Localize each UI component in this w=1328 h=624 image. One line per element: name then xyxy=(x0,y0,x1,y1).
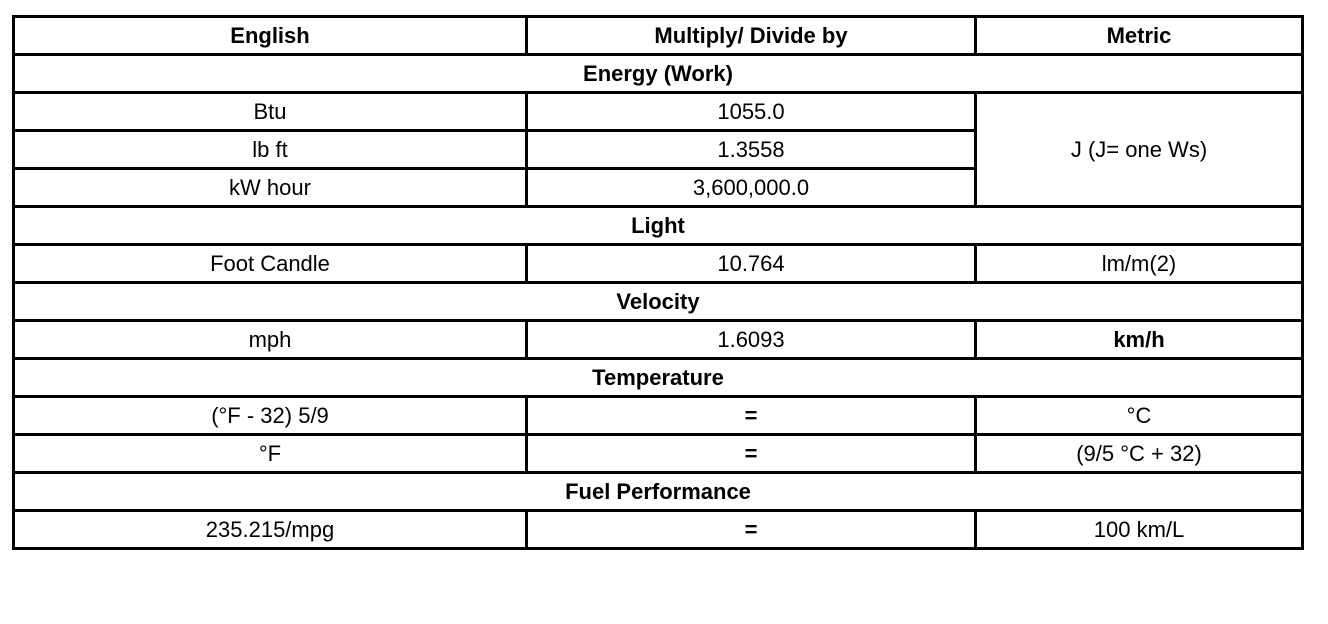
header-english: English xyxy=(14,17,527,55)
metric-cell: (9/5 °C + 32) xyxy=(976,435,1303,473)
table-row xyxy=(14,321,1303,359)
header-factor: Multiply/ Divide by xyxy=(527,17,976,55)
english-cell: Foot Candle xyxy=(14,245,527,283)
english-cell: (°F - 32) 5/9 xyxy=(14,397,527,435)
metric-cell: °C xyxy=(976,397,1303,435)
english-cell: 235.215/mpg xyxy=(14,511,527,549)
conversion-table xyxy=(12,15,1304,550)
table-row xyxy=(14,511,1303,549)
metric-cell: J (J= one Ws) xyxy=(976,93,1303,207)
section-title-temperature: Temperature xyxy=(14,359,1303,397)
factor-cell: = xyxy=(527,435,976,473)
factor-cell: 1.6093 xyxy=(527,321,976,359)
table-row xyxy=(14,93,1303,131)
factor-cell: 10.764 xyxy=(527,245,976,283)
section-row-light xyxy=(14,207,1303,245)
english-cell: °F xyxy=(14,435,527,473)
factor-cell: 1055.0 xyxy=(527,93,976,131)
factor-cell: = xyxy=(527,397,976,435)
metric-cell: km/h xyxy=(976,321,1303,359)
english-cell: kW hour xyxy=(14,169,527,207)
english-cell: lb ft xyxy=(14,131,527,169)
table-row xyxy=(14,245,1303,283)
section-title-fuel: Fuel Performance xyxy=(14,473,1303,511)
header-row xyxy=(14,17,1303,55)
english-cell: mph xyxy=(14,321,527,359)
section-row-temperature xyxy=(14,359,1303,397)
table-row xyxy=(14,397,1303,435)
section-row-energy xyxy=(14,55,1303,93)
metric-cell: 100 km/L xyxy=(976,511,1303,549)
section-title-energy: Energy (Work) xyxy=(14,55,1303,93)
header-metric: Metric xyxy=(976,17,1303,55)
factor-cell: = xyxy=(527,511,976,549)
factor-cell: 3,600,000.0 xyxy=(527,169,976,207)
section-title-velocity: Velocity xyxy=(14,283,1303,321)
english-cell: Btu xyxy=(14,93,527,131)
metric-cell: lm/m(2) xyxy=(976,245,1303,283)
factor-cell: 1.3558 xyxy=(527,131,976,169)
section-row-velocity xyxy=(14,283,1303,321)
table-row xyxy=(14,435,1303,473)
section-row-fuel xyxy=(14,473,1303,511)
section-title-light: Light xyxy=(14,207,1303,245)
